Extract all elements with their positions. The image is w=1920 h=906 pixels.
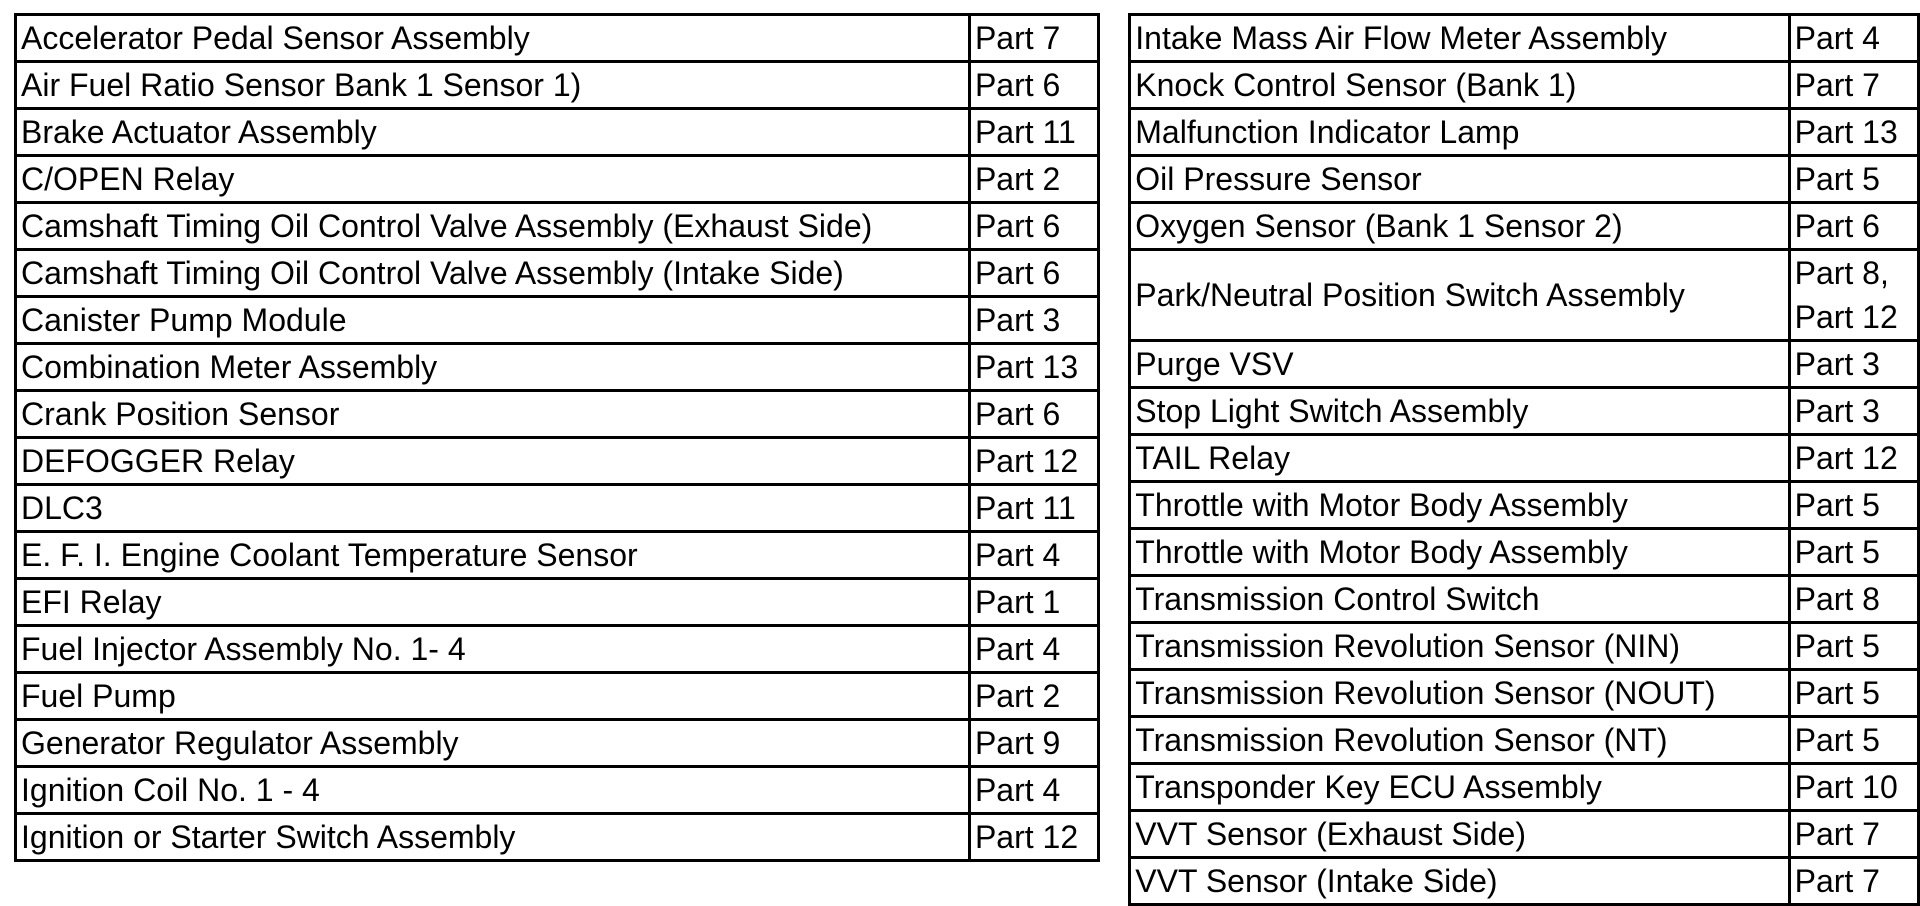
table-row xyxy=(1130,109,1919,156)
table-row xyxy=(1130,623,1919,670)
component-name-cell: Fuel Pump xyxy=(16,673,970,720)
component-name-cell: Ignition or Starter Switch Assembly xyxy=(16,814,970,861)
part-reference-cell: Part 4 xyxy=(1789,15,1918,62)
table-row xyxy=(1130,717,1919,764)
part-reference-cell: Part 7 xyxy=(1789,62,1918,109)
part-reference-cell: Part 10 xyxy=(1789,764,1918,811)
component-name-cell: Transmission Control Switch xyxy=(1130,576,1789,623)
part-reference-cell: Part 1 xyxy=(969,579,1098,626)
part-reference-cell: Part 9 xyxy=(969,720,1098,767)
table-row xyxy=(16,579,1099,626)
table-row xyxy=(16,626,1099,673)
component-name-cell: VVT Sensor (Exhaust Side) xyxy=(1130,811,1789,858)
table-row xyxy=(1130,670,1919,717)
table-row xyxy=(1130,811,1919,858)
table-row xyxy=(16,532,1099,579)
part-reference-cell: Part 7 xyxy=(1789,858,1918,905)
part-reference-cell: Part 8, Part 12 xyxy=(1789,250,1918,341)
part-reference-cell: Part 5 xyxy=(1789,670,1918,717)
left-component-table xyxy=(14,13,1100,862)
part-reference-cell: Part 3 xyxy=(1789,341,1918,388)
table-row xyxy=(16,673,1099,720)
table-row xyxy=(1130,250,1919,341)
table-row xyxy=(1130,156,1919,203)
part-reference-cell: Part 8 xyxy=(1789,576,1918,623)
table-row xyxy=(1130,388,1919,435)
component-name-cell: Accelerator Pedal Sensor Assembly xyxy=(16,15,970,62)
table-row xyxy=(1130,62,1919,109)
part-reference-cell: Part 3 xyxy=(1789,388,1918,435)
component-name-cell: EFI Relay xyxy=(16,579,970,626)
component-name-cell: Camshaft Timing Oil Control Valve Assembly (Intake Side) xyxy=(16,250,970,297)
component-name-cell: C/OPEN Relay xyxy=(16,156,970,203)
component-name-cell: Generator Regulator Assembly xyxy=(16,720,970,767)
table-row xyxy=(1130,764,1919,811)
component-name-cell: Transmission Revolution Sensor (NIN) xyxy=(1130,623,1789,670)
part-reference-cell: Part 13 xyxy=(1789,109,1918,156)
part-reference-cell: Part 2 xyxy=(969,156,1098,203)
part-reference-cell: Part 4 xyxy=(969,532,1098,579)
part-reference-cell: Part 11 xyxy=(969,485,1098,532)
part-reference-cell: Part 11 xyxy=(969,109,1098,156)
component-name-cell: DLC3 xyxy=(16,485,970,532)
part-reference-cell: Part 5 xyxy=(1789,156,1918,203)
component-name-cell: Malfunction Indicator Lamp xyxy=(1130,109,1789,156)
table-row xyxy=(16,250,1099,297)
component-name-cell: Intake Mass Air Flow Meter Assembly xyxy=(1130,15,1789,62)
table-row xyxy=(16,485,1099,532)
table-row xyxy=(1130,435,1919,482)
component-name-cell: Transmission Revolution Sensor (NOUT) xyxy=(1130,670,1789,717)
table-row xyxy=(1130,529,1919,576)
table-row xyxy=(16,344,1099,391)
part-reference-cell: Part 6 xyxy=(969,250,1098,297)
table-row xyxy=(16,767,1099,814)
component-name-cell: VVT Sensor (Intake Side) xyxy=(1130,858,1789,905)
table-row xyxy=(16,297,1099,344)
part-reference-cell: Part 7 xyxy=(969,15,1098,62)
part-reference-cell: Part 12 xyxy=(969,438,1098,485)
component-name-cell: E. F. I. Engine Coolant Temperature Sensor xyxy=(16,532,970,579)
component-name-cell: Transmission Revolution Sensor (NT) xyxy=(1130,717,1789,764)
component-name-cell: Camshaft Timing Oil Control Valve Assembly (Exhaust Side) xyxy=(16,203,970,250)
part-reference-cell: Part 12 xyxy=(1789,435,1918,482)
part-reference-cell: Part 6 xyxy=(1789,203,1918,250)
component-name-cell: Canister Pump Module xyxy=(16,297,970,344)
part-reference-cell: Part 6 xyxy=(969,203,1098,250)
table-row xyxy=(1130,858,1919,905)
table-row xyxy=(1130,15,1919,62)
table-row xyxy=(16,438,1099,485)
part-reference-cell: Part 12 xyxy=(969,814,1098,861)
component-name-cell: Fuel Injector Assembly No. 1- 4 xyxy=(16,626,970,673)
component-name-cell: Air Fuel Ratio Sensor Bank 1 Sensor 1) xyxy=(16,62,970,109)
table-row xyxy=(1130,482,1919,529)
table-row xyxy=(16,720,1099,767)
component-name-cell: TAIL Relay xyxy=(1130,435,1789,482)
component-name-cell: Throttle with Motor Body Assembly xyxy=(1130,529,1789,576)
component-name-cell: Transponder Key ECU Assembly xyxy=(1130,764,1789,811)
part-reference-cell: Part 13 xyxy=(969,344,1098,391)
table-row xyxy=(16,109,1099,156)
component-name-cell: Purge VSV xyxy=(1130,341,1789,388)
part-reference-cell: Part 4 xyxy=(969,626,1098,673)
component-name-cell: Brake Actuator Assembly xyxy=(16,109,970,156)
table-row xyxy=(1130,203,1919,250)
table-row xyxy=(16,814,1099,861)
table-row xyxy=(16,391,1099,438)
component-name-cell: Crank Position Sensor xyxy=(16,391,970,438)
table-row xyxy=(1130,341,1919,388)
component-name-cell: Knock Control Sensor (Bank 1) xyxy=(1130,62,1789,109)
component-index-sheet xyxy=(14,13,1920,906)
part-reference-cell: Part 4 xyxy=(969,767,1098,814)
part-reference-cell: Part 6 xyxy=(969,62,1098,109)
table-row xyxy=(16,15,1099,62)
table-row xyxy=(1130,576,1919,623)
component-name-cell: Ignition Coil No. 1 - 4 xyxy=(16,767,970,814)
part-reference-cell: Part 5 xyxy=(1789,482,1918,529)
table-row xyxy=(16,62,1099,109)
part-reference-cell: Part 2 xyxy=(969,673,1098,720)
component-name-cell: Combination Meter Assembly xyxy=(16,344,970,391)
component-name-cell: Stop Light Switch Assembly xyxy=(1130,388,1789,435)
right-component-table xyxy=(1128,13,1920,906)
part-reference-cell: Part 5 xyxy=(1789,717,1918,764)
part-reference-cell: Part 5 xyxy=(1789,529,1918,576)
part-reference-cell: Part 6 xyxy=(969,391,1098,438)
component-name-cell: Oil Pressure Sensor xyxy=(1130,156,1789,203)
part-reference-cell: Part 3 xyxy=(969,297,1098,344)
component-name-cell: Oxygen Sensor (Bank 1 Sensor 2) xyxy=(1130,203,1789,250)
table-row xyxy=(16,156,1099,203)
part-reference-cell: Part 7 xyxy=(1789,811,1918,858)
component-name-cell: DEFOGGER Relay xyxy=(16,438,970,485)
part-reference-cell: Part 5 xyxy=(1789,623,1918,670)
component-name-cell: Park/Neutral Position Switch Assembly xyxy=(1130,250,1789,341)
table-row xyxy=(16,203,1099,250)
component-name-cell: Throttle with Motor Body Assembly xyxy=(1130,482,1789,529)
